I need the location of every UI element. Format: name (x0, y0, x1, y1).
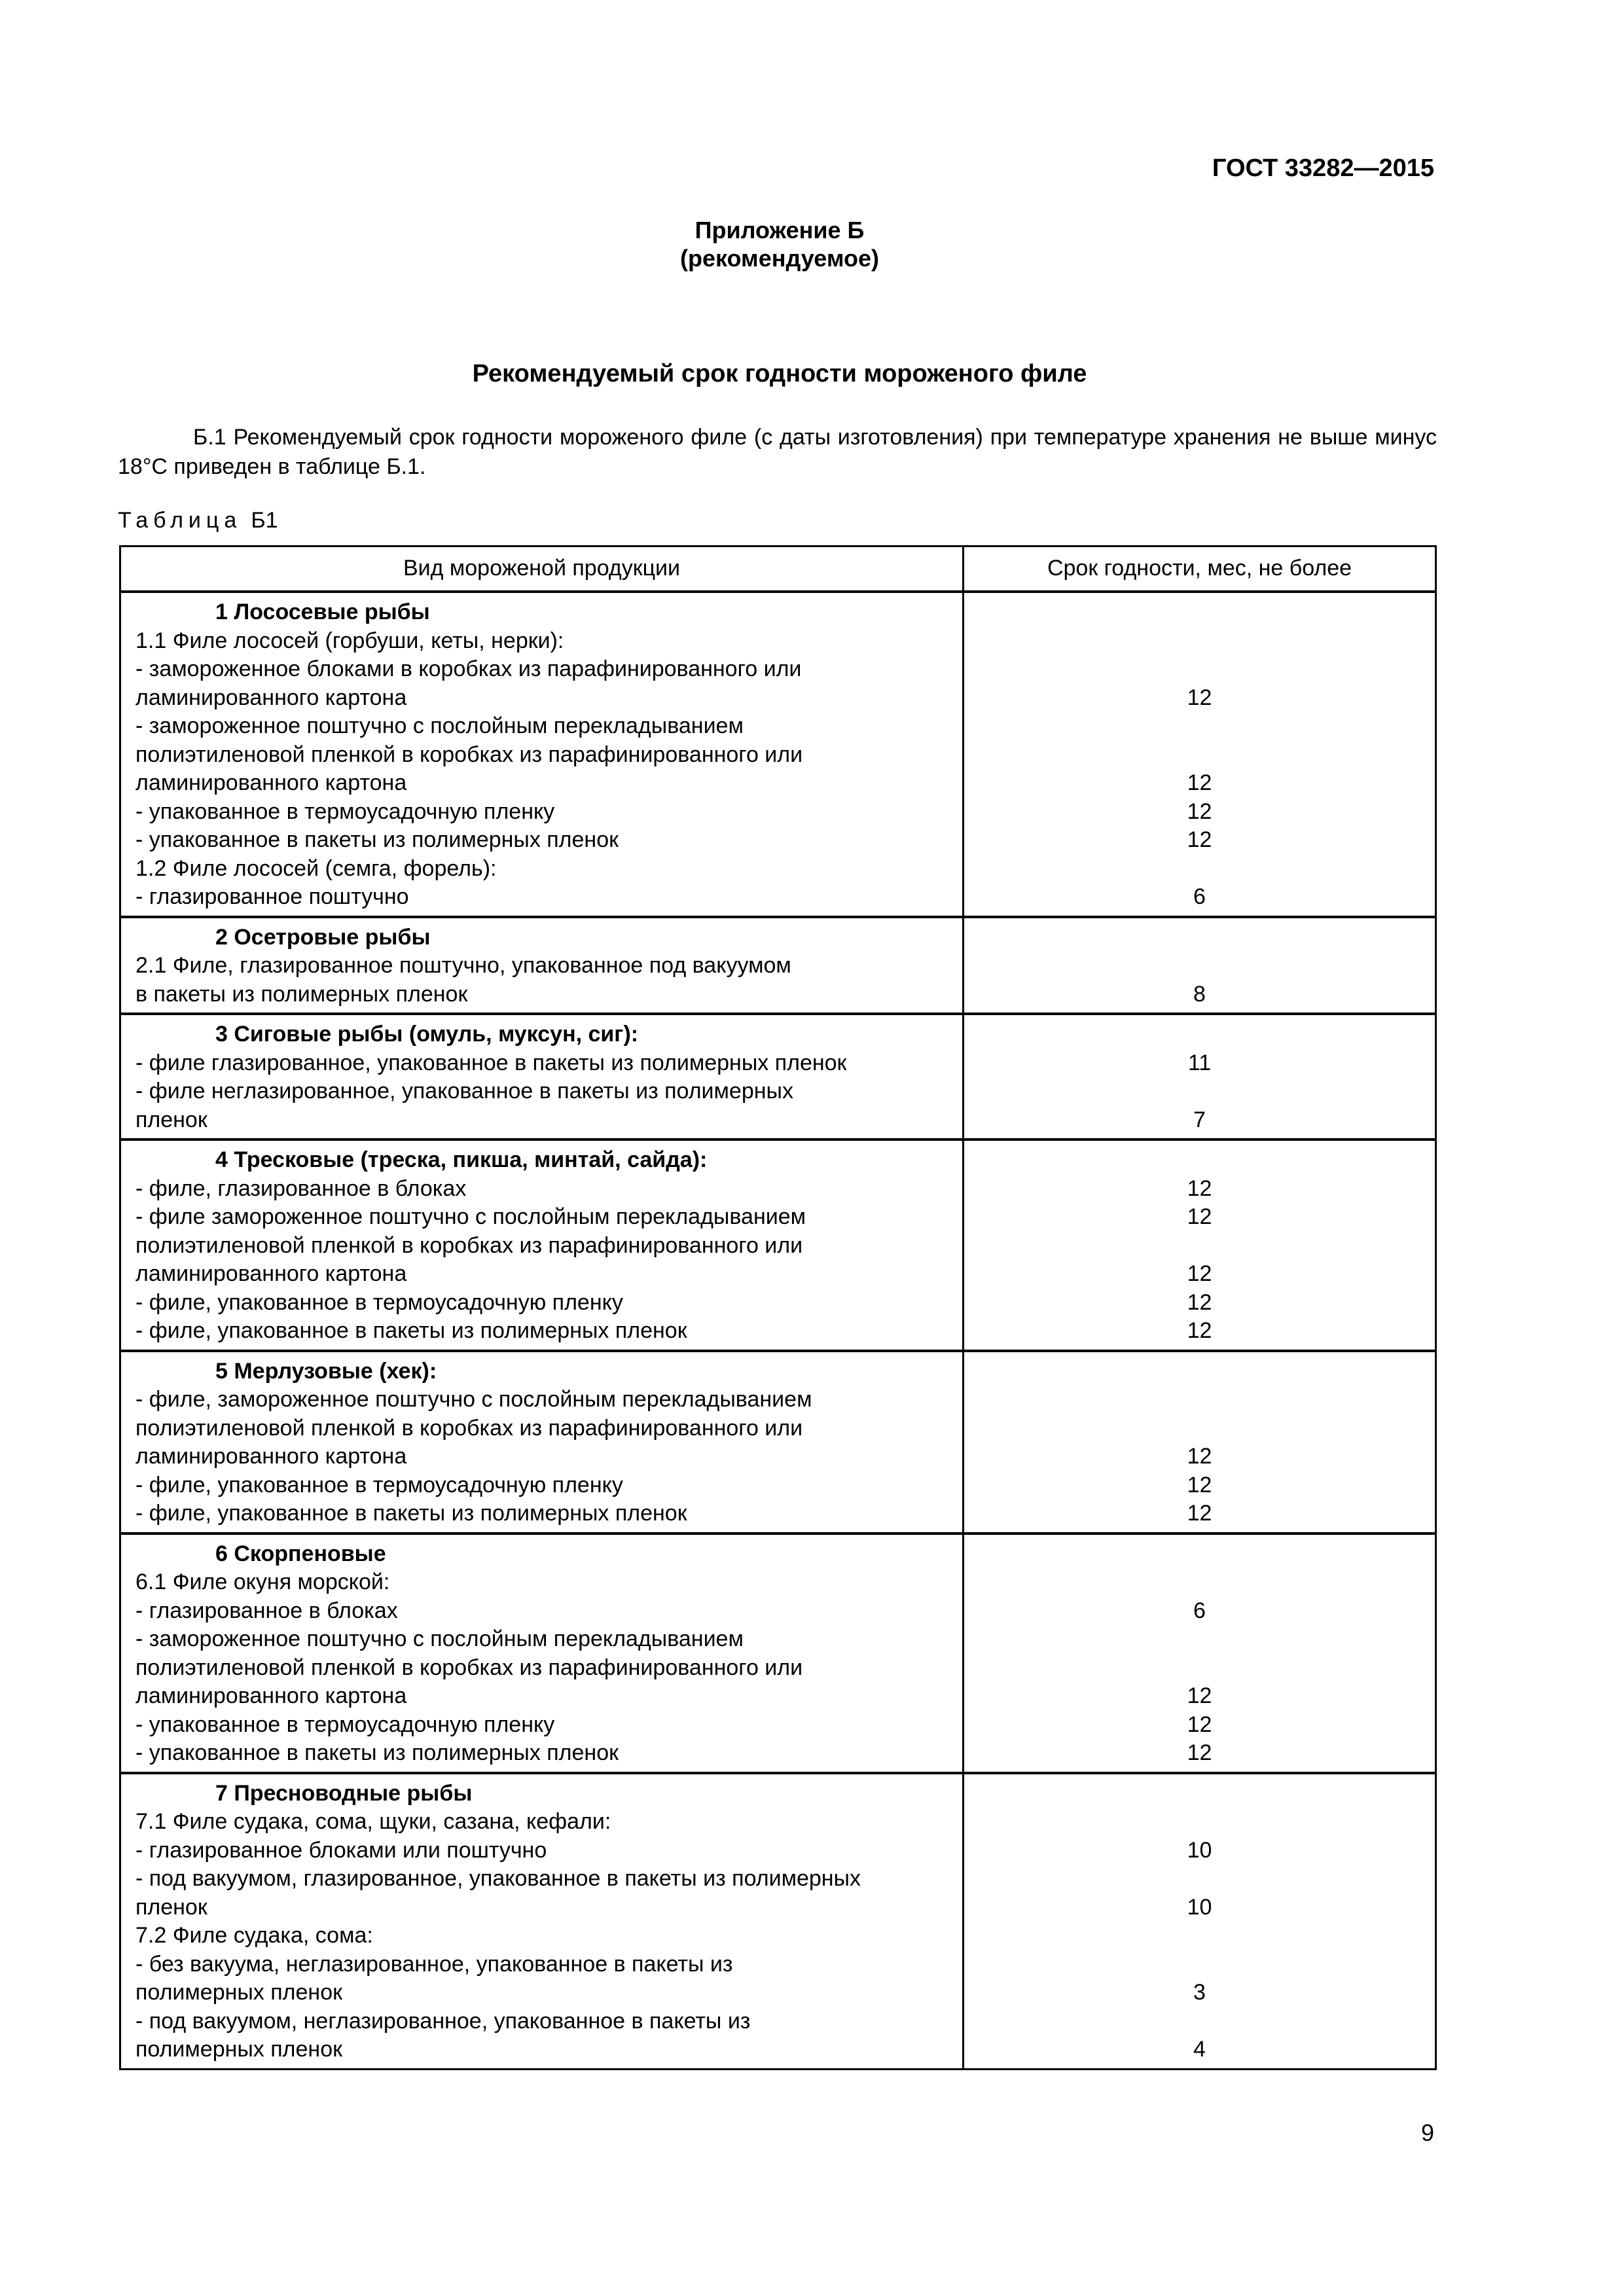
document-code: ГОСТ 33282—2015 (1212, 154, 1434, 182)
table-group (120, 1534, 1436, 1773)
header-product-type: Вид мороженой продукции (120, 547, 964, 592)
shelf-life-value: 10 (1187, 1894, 1212, 1920)
shelf-life-value (964, 924, 1435, 952)
group-title: 7 Пресноводные рыбы (215, 1780, 473, 1806)
product-line: полиэтиленовой пленкой в коробках из парафинированного или (135, 742, 803, 767)
table-row (120, 592, 1436, 917)
table-header-row (120, 547, 1436, 592)
group-title: 5 Мерлузовые (хек): (215, 1358, 437, 1384)
shelf-life-value: 12 (1187, 1204, 1212, 1229)
product-line: - замороженное поштучно с послойным перекладыванием (135, 713, 744, 738)
shelf-life-value (964, 1568, 1435, 1597)
shelf-life-value (964, 1386, 1435, 1414)
shelf-life-value: 12 (1187, 770, 1212, 795)
header-shelf-life: Срок годности, мес, не более (964, 547, 1436, 592)
shelf-life-value (964, 1780, 1435, 1808)
product-line: полиэтиленовой пленкой в коробках из парафинированного или (135, 1415, 803, 1441)
shelf-life-value (964, 741, 1435, 770)
intro-paragraph-text: Б.1 Рекомендуемый срок годности мороженого филе (с даты изготовления) при температуре хранения не выше минус 18°С приведен в таблице Б.1. (118, 425, 1437, 479)
product-line: - филе, упакованное в пакеты из полимерных пленок (135, 1501, 687, 1526)
shelf-life-value (964, 1865, 1435, 1893)
product-line: - без вакуума, неглазированное, упакованное в пакеты из (135, 1951, 733, 1977)
product-line: в пакеты из полимерных пленок (135, 981, 468, 1007)
shelf-life-value: 6 (1193, 1598, 1206, 1623)
product-line: полиэтиленовой пленкой в коробках из парафинированного или (135, 1232, 803, 1258)
shelf-life-value: 12 (1187, 1261, 1212, 1286)
shelf-life-value: 12 (1187, 1175, 1212, 1201)
table-group (120, 1773, 1436, 2070)
group-title: 1 Лососевые рыбы (215, 600, 430, 624)
shelf-life-value (964, 2007, 1435, 2036)
shelf-life-value: 4 (1193, 2037, 1206, 2062)
product-line: - глазированное блоками или поштучно (135, 1837, 547, 1863)
shelf-life-cell (964, 592, 1436, 917)
group-title: 2 Осетровые рыбы (215, 924, 431, 950)
product-cell (120, 917, 964, 1014)
product-line: - упакованное в термоусадочную пленку (135, 1712, 555, 1737)
product-line: - филе, упакованное в пакеты из полимерных пленок (135, 1318, 687, 1343)
product-cell (120, 1351, 964, 1534)
shelf-life-value (964, 1077, 1435, 1106)
product-line: - замороженное поштучно с послойным перекладыванием (135, 1626, 744, 1651)
product-cell (120, 1139, 964, 1351)
table-caption (118, 508, 278, 533)
product-line: полиэтиленовой пленкой в коробках из парафинированного или (135, 1655, 803, 1680)
product-line: ламинированного картона (135, 1261, 407, 1286)
table-row (120, 1773, 1436, 2070)
group-title: 6 Скорпеновые (215, 1541, 386, 1566)
product-line: полимерных пленок (135, 1980, 342, 2005)
shelf-life-value: 12 (1187, 827, 1212, 852)
product-line: ламинированного картона (135, 770, 407, 795)
product-line: - филе глазированное, упакованное в пакеты из полимерных пленок (135, 1050, 847, 1075)
shelf-life-value: 12 (1187, 1472, 1212, 1498)
shelf-life-value (964, 1540, 1435, 1569)
table-caption-label: Таблица (118, 508, 242, 533)
shelf-life-value (964, 1625, 1435, 1654)
table-group (120, 1351, 1436, 1534)
shelf-life-value (964, 1950, 1435, 1979)
table-caption-number: Б1 (251, 508, 278, 533)
appendix-subtitle: (рекомендуемое) (680, 245, 879, 272)
product-line: полимерных пленок (135, 2037, 342, 2062)
shelf-life-value: 8 (1193, 981, 1206, 1007)
product-cell (120, 1534, 964, 1773)
table-group (120, 592, 1436, 917)
group-title: 4 Тресковые (треска, пикша, минтай, сайда): (215, 1147, 708, 1172)
product-line: - филе, замороженное поштучно с послойным перекладыванием (135, 1387, 812, 1412)
product-line: - упакованное в пакеты из полимерных пленок (135, 827, 619, 852)
shelf-life-value: 12 (1187, 1501, 1212, 1526)
product-cell (120, 592, 964, 917)
product-line: - филе, глазированное в блоках (135, 1175, 467, 1201)
shelf-life-cell (964, 1139, 1436, 1351)
product-line: пленок (135, 1107, 208, 1132)
shelf-life-value: 6 (1193, 884, 1206, 909)
shelf-life-value (964, 627, 1435, 656)
shelf-life-value: 10 (1187, 1837, 1212, 1863)
product-line: ламинированного картона (135, 1683, 407, 1708)
shelf-life-value: 12 (1187, 1318, 1212, 1343)
appendix-title: Приложение Б (695, 217, 865, 243)
shelf-life-value: 12 (1187, 1740, 1212, 1765)
table-group (120, 1014, 1436, 1139)
product-line: - упакованное в термоусадочную пленку (135, 798, 555, 824)
product-line: 7.2 Филе судака, сома: (135, 1923, 373, 1948)
product-cell (120, 1014, 964, 1139)
shelf-life-value (964, 1146, 1435, 1175)
shelf-life-table (119, 545, 1437, 2070)
shelf-life-cell (964, 1773, 1436, 2070)
product-line: 2.1 Филе, глазированное поштучно, упакованное под вакуумом (135, 953, 791, 978)
product-line: - филе замороженное поштучно с послойным перекладыванием (135, 1204, 806, 1229)
shelf-life-value: 12 (1187, 1444, 1212, 1469)
product-line: 7.1 Филе судака, сома, щуки, сазана, кефали: (135, 1809, 611, 1834)
table-row (120, 1014, 1436, 1139)
product-line: пленок (135, 1894, 208, 1920)
shelf-life-value: 7 (1193, 1107, 1206, 1132)
product-line: 6.1 Филе окуня морской: (135, 1570, 390, 1594)
group-title: 3 Сиговые рыбы (омуль, муксун, сиг): (215, 1022, 639, 1047)
product-line: - упакованное в пакеты из полимерных пленок (135, 1740, 619, 1765)
product-line: ламинированного картона (135, 685, 407, 710)
table-group (120, 917, 1436, 1014)
shelf-life-value (964, 1232, 1435, 1261)
shelf-life-value (964, 1414, 1435, 1443)
product-line: ламинированного картона (135, 1444, 407, 1469)
product-line: - филе, упакованное в термоусадочную пленку (135, 1289, 623, 1315)
shelf-life-value (964, 1922, 1435, 1950)
shelf-life-value (964, 1357, 1435, 1386)
shelf-life-cell (964, 917, 1436, 1014)
shelf-life-value (964, 712, 1435, 741)
shelf-life-cell (964, 1351, 1436, 1534)
shelf-life-value (964, 1020, 1435, 1049)
shelf-life-value: 11 (1187, 1050, 1212, 1075)
section-title: Рекомендуемый срок годности мороженого филе (472, 360, 1087, 387)
shelf-life-cell (964, 1534, 1436, 1773)
table-row (120, 1534, 1436, 1773)
product-line: 1.2 Филе лососей (семга, форель): (135, 855, 497, 881)
page-number: 9 (1420, 2119, 1434, 2146)
shelf-life-value: 12 (1187, 1289, 1212, 1315)
shelf-life-value (964, 952, 1435, 980)
product-line: - глазированное поштучно (135, 884, 409, 909)
shelf-life-value: 3 (1193, 1980, 1206, 2005)
shelf-life-value: 12 (1187, 1712, 1212, 1737)
shelf-life-value: 12 (1187, 798, 1212, 824)
shelf-life-value (964, 855, 1435, 884)
table-row (120, 1139, 1436, 1351)
shelf-life-value (964, 1654, 1435, 1683)
product-line: - замороженное блоками в коробках из парафинированного или (135, 656, 802, 681)
product-line: - под вакуумом, неглазированное, упакованное в пакеты из (135, 2008, 751, 2034)
product-line: 1.1 Филе лососей (горбуши, кеты, нерки): (135, 628, 564, 653)
shelf-life-value: 12 (1187, 1683, 1212, 1708)
intro-paragraph (118, 423, 1437, 482)
table-group (120, 1139, 1436, 1351)
product-line: - глазированное в блоках (135, 1598, 398, 1623)
shelf-life-value (964, 655, 1435, 684)
shelf-life-value (964, 598, 1435, 627)
product-line: - филе, упакованное в термоусадочную пленку (135, 1472, 623, 1498)
shelf-life-value: 12 (1187, 685, 1212, 710)
table-row (120, 917, 1436, 1014)
product-line: - филе неглазированное, упакованное в пакеты из полимерных (135, 1079, 793, 1103)
shelf-life-cell (964, 1014, 1436, 1139)
product-cell (120, 1773, 964, 2070)
shelf-life-value (964, 1808, 1435, 1837)
product-line: - под вакуумом, глазированное, упакованное в пакеты из полимерных (135, 1866, 861, 1891)
appendix-heading (0, 216, 1559, 272)
table-row (120, 1351, 1436, 1534)
